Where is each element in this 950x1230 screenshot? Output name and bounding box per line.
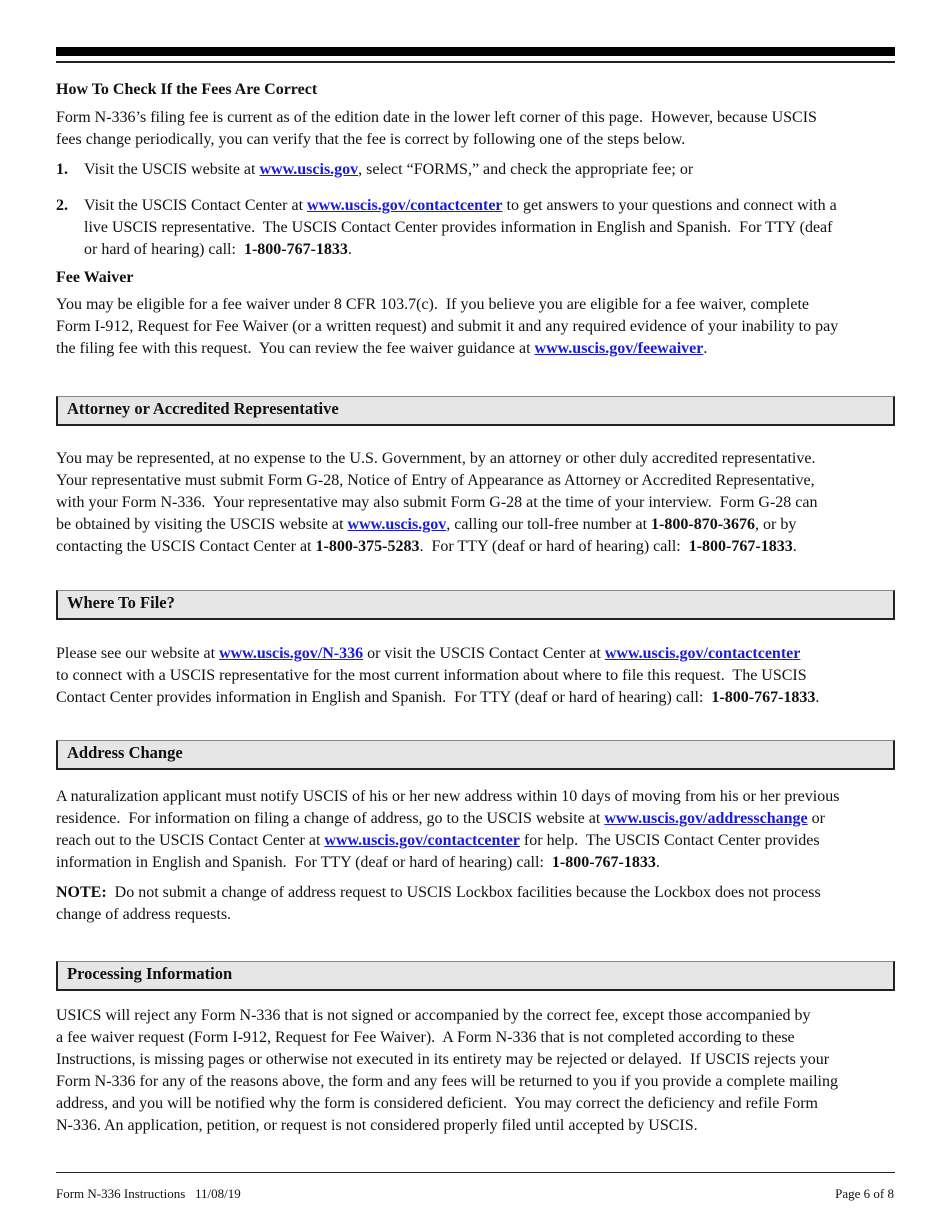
processing-body — [56, 1005, 895, 1137]
web-link[interactable]: www.uscis.gov — [347, 516, 447, 533]
section-title: Address Change — [67, 743, 183, 762]
text: Your representative must submit Form G-28, Notice of Entry of Appearance as Attorney or Accredited Representative, — [56, 472, 815, 489]
footer-page-number: Page 6 of 8 — [835, 1186, 894, 1201]
fees-step-2 — [56, 195, 895, 261]
text: live USCIS representative. The USCIS Contact Center provides information in English and Spanish. For TTY (deaf — [84, 219, 833, 236]
text-line — [84, 159, 895, 181]
text: . — [703, 340, 708, 357]
bold-text: 1-800-870-3676 — [651, 516, 756, 533]
text: residence. For information on filing a change of address, go to the USCIS website at — [56, 810, 605, 827]
text: Visit the USCIS Contact Center at — [84, 197, 308, 214]
text: Form N-336 for any of the reasons above, the form and any fees will be returned to you if you provide a complete mailing — [56, 1073, 838, 1090]
text-line — [84, 217, 895, 239]
text-line — [56, 316, 895, 338]
text-line — [56, 1071, 895, 1093]
footer-form-edition: Form N-336 Instructions 11/08/19 — [56, 1186, 241, 1201]
text-line — [56, 687, 895, 709]
text: or hard of hearing) call: — [84, 241, 244, 258]
bold-text: 1-800-767-1833 — [711, 689, 816, 706]
text-line — [56, 514, 895, 536]
fees-heading: How To Check If the Fees Are Correct — [56, 81, 318, 98]
step-number: 2. — [56, 197, 68, 214]
section-title: Processing Information — [67, 964, 233, 983]
section-header-attorney — [56, 396, 895, 426]
text: Do not submit a change of address request to USCIS Lockbox facilities because the Lockbox does not process — [106, 884, 821, 901]
text: You may be eligible for a fee waiver under 8 CFR 103.7(c). If you believe you are eligible for a fee waiver, complete — [56, 296, 810, 313]
section-header-address-change — [56, 740, 895, 770]
step-text — [56, 195, 895, 261]
text-line — [56, 1027, 895, 1049]
text-line — [56, 808, 895, 830]
text-line — [56, 1005, 895, 1027]
text-line — [56, 448, 895, 470]
address-change-note — [56, 882, 895, 926]
text: Instructions, is missing pages or otherwise not executed in its entirety may be rejected or delayed. If USCIS rejects your — [56, 1051, 830, 1068]
text: fees change periodically, you can verify that the fee is correct by following one of the steps below. — [56, 131, 686, 148]
text: contacting the USCIS Contact Center at — [56, 538, 316, 555]
text-line — [56, 338, 895, 360]
text-line — [56, 1115, 895, 1137]
text: or — [807, 810, 825, 827]
web-link[interactable]: www.uscis.gov/contactcenter — [604, 645, 801, 662]
web-link[interactable]: www.uscis.gov/contactcenter — [324, 832, 520, 849]
header-rule-thin — [56, 61, 895, 63]
text: to connect with a USCIS representative for the most current information about where to file this request. The USCIS — [56, 667, 807, 684]
text: , select “FORMS,” and check the appropriate fee; or — [358, 161, 694, 178]
text-line — [56, 852, 895, 874]
text: You may be represented, at no expense to the U.S. Government, by an attorney or other duly accredited representative. — [56, 450, 816, 467]
text-line — [84, 195, 895, 217]
bold-text: 1-800-767-1833 — [688, 538, 793, 555]
text: Please see our website at — [56, 645, 220, 662]
text: , calling our toll-free number at — [446, 516, 652, 533]
text-line — [56, 904, 895, 926]
text-line — [56, 1093, 895, 1115]
step-text — [56, 159, 895, 181]
fees-step-1 — [56, 159, 895, 181]
bold-text: NOTE: — [56, 884, 107, 901]
text: . — [815, 689, 820, 706]
text: N-336. An application, petition, or request is not considered properly filed until accepted by USCIS. — [56, 1117, 698, 1134]
text: A naturalization applicant must notify USCIS of his or her new address within 10 days of moving from his or her previous — [56, 788, 840, 805]
text: information in English and Spanish. For TTY (deaf or hard of hearing) call: — [56, 854, 552, 871]
text: be obtained by visiting the USCIS website at — [56, 516, 348, 533]
text: or visit the USCIS Contact Center at — [363, 645, 605, 662]
text-line — [56, 492, 895, 514]
bold-text: 1-800-375-5283 — [315, 538, 420, 555]
fee-waiver-body — [56, 294, 895, 360]
text: with your Form N-336. Your representative may also submit Form G-28 at the time of your interview. Form G-28 can — [56, 494, 818, 511]
text: Visit the USCIS website at — [84, 161, 260, 178]
text-line — [56, 129, 895, 151]
text-line — [56, 107, 895, 129]
section-header-processing — [56, 961, 895, 991]
text-line — [56, 665, 895, 687]
address-change-body — [56, 786, 895, 874]
text: , or by — [755, 516, 797, 533]
section-header-where-to-file — [56, 590, 895, 620]
text-line — [56, 1049, 895, 1071]
step-number: 1. — [56, 161, 68, 178]
text: . — [792, 538, 797, 555]
text: for help. The USCIS Contact Center provides — [519, 832, 820, 849]
text-line — [56, 470, 895, 492]
text-line — [56, 536, 895, 558]
text: Contact Center provides information in English and Spanish. For TTY (deaf or hard of hearing) call: — [56, 689, 712, 706]
header-rule-thick — [56, 47, 895, 56]
text: to get answers to your questions and connect with a — [502, 197, 837, 214]
text: reach out to the USCIS Contact Center at — [56, 832, 325, 849]
fees-intro — [56, 107, 895, 151]
attorney-body — [56, 448, 895, 558]
text-line — [56, 830, 895, 852]
text: Form N-336’s filing fee is current as of the edition date in the lower left corner of this page. However, because USCIS — [56, 109, 817, 126]
web-link[interactable]: www.uscis.gov/feewaiver — [534, 340, 704, 357]
web-link[interactable]: www.uscis.gov/contactcenter — [307, 197, 503, 214]
web-link[interactable]: www.uscis.gov/N-336 — [219, 645, 364, 662]
text: address, and you will be notified why the form is considered deficient. You may correct the deficiency and refile Form — [56, 1095, 818, 1112]
text: . — [347, 241, 352, 258]
text: . For TTY (deaf or hard of hearing) call: — [419, 538, 689, 555]
text-line — [56, 294, 895, 316]
fee-waiver-heading: Fee Waiver — [56, 269, 134, 286]
text-line — [84, 239, 895, 261]
text-line — [56, 882, 895, 904]
text: the filing fee with this request. You can review the fee waiver guidance at — [56, 340, 535, 357]
bold-text: 1-800-767-1833 — [243, 241, 348, 258]
web-link[interactable]: www.uscis.gov — [259, 161, 359, 178]
web-link[interactable]: www.uscis.gov/addresschange — [604, 810, 808, 827]
text: USICS will reject any Form N-336 that is not signed or accompanied by the correct fee, except those accompanied by — [56, 1007, 811, 1024]
text-line — [56, 643, 895, 665]
text-line — [56, 786, 895, 808]
text: change of address requests. — [56, 906, 232, 923]
where-to-file-body — [56, 643, 895, 709]
bold-text: 1-800-767-1833 — [551, 854, 656, 871]
section-title: Where To File? — [67, 593, 175, 612]
text: a fee waiver request (Form I-912, Request for Fee Waiver). A Form N-336 that is not completed according to these — [56, 1029, 795, 1046]
text: . — [655, 854, 660, 871]
section-title: Attorney or Accredited Representative — [67, 399, 339, 418]
text: Form I-912, Request for Fee Waiver (or a written request) and submit it and any required evidence of your inability to pay — [56, 318, 839, 335]
footer-rule — [56, 1172, 895, 1173]
